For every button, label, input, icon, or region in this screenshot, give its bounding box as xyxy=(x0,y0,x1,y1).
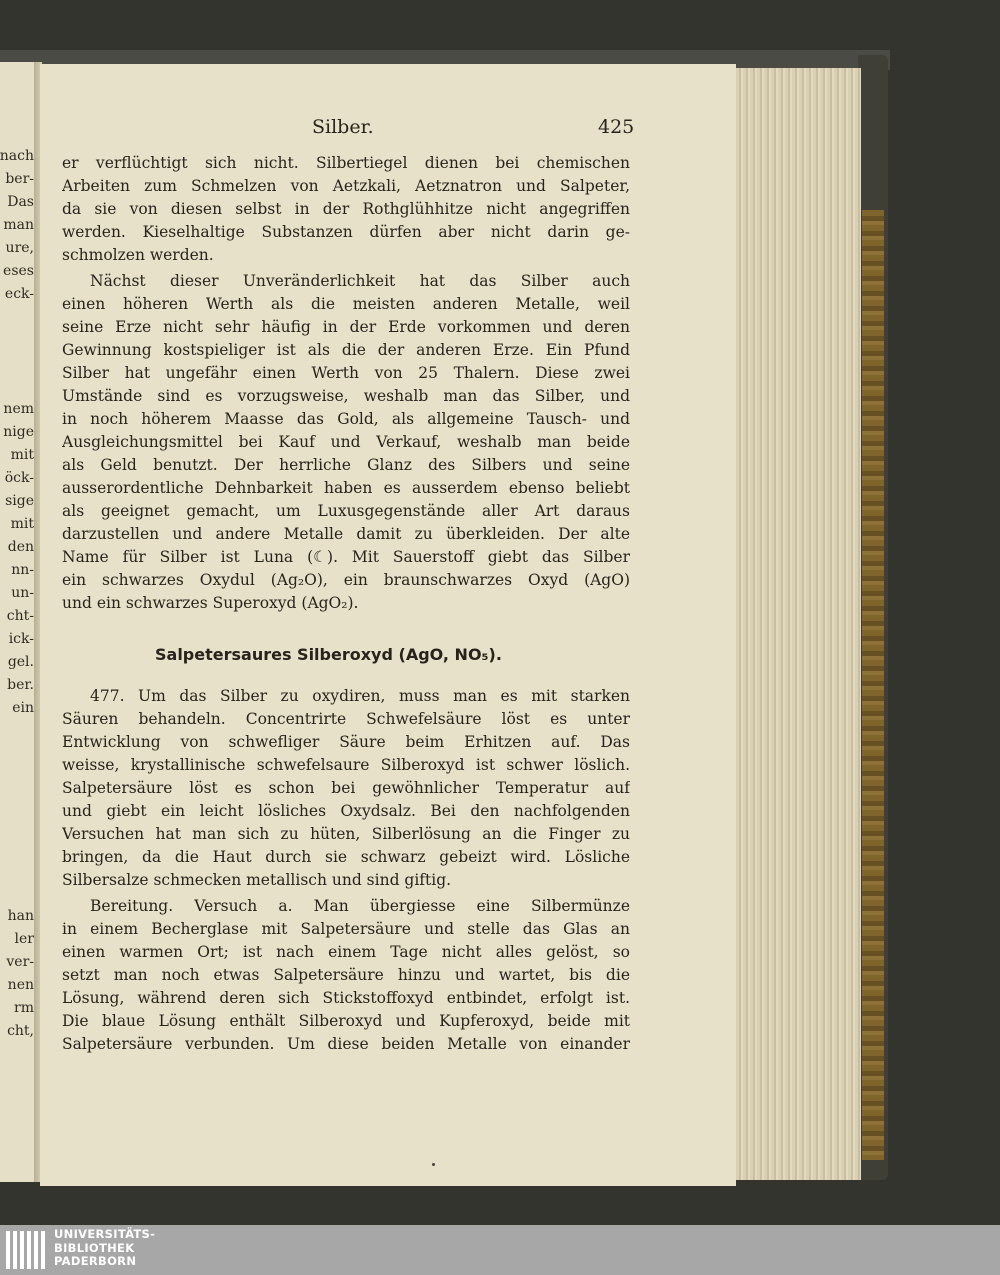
text-line: als geeignet gemacht, um Luxusgegenstände aller Art daraus xyxy=(62,502,630,520)
text-line: Ausgleichungsmittel bei Kauf und Verkauf, weshalb man beide xyxy=(62,433,630,451)
text-line: bringen, da die Haut durch sie schwarz gebeizt wird. Lösliche xyxy=(62,848,630,866)
margin-fragment: mit xyxy=(10,516,34,532)
margin-fragment: Das xyxy=(7,194,34,210)
text-line: Lösung, während deren sich Stickstoffoxyd entbindet, erfolgt ist. xyxy=(62,989,630,1007)
library-footer xyxy=(0,1225,1000,1275)
text-line: Nächst dieser Unveränderlichkeit hat das Silber auch xyxy=(90,272,630,290)
logo-line: UNIVERSITÄTS- xyxy=(54,1227,156,1241)
margin-fragment: den xyxy=(7,539,34,555)
margin-fragment: rm xyxy=(14,1000,34,1016)
margin-fragment: man xyxy=(3,217,34,233)
text-line: als Geld benutzt. Der herrliche Glanz des Silbers und seine xyxy=(62,456,630,474)
page-speck xyxy=(432,1163,435,1166)
text-line: ausserordentliche Dehnbarkeit haben es ausserdem ebenso beliebt xyxy=(62,479,630,497)
text-line: Entwicklung von schwefliger Säure beim Erhitzen auf. Das xyxy=(62,733,630,751)
text-line: seine Erze nicht sehr häufig in der Erde vorkommen und deren xyxy=(62,318,630,336)
margin-fragment: han xyxy=(7,908,34,924)
margin-fragment: nen xyxy=(7,977,34,993)
margin-fragment: ler xyxy=(14,931,34,947)
text-line: Name für Silber ist Luna (☾). Mit Sauerstoff giebt das Silber xyxy=(62,548,630,566)
text-line: Salpetersäure verbunden. Um diese beiden Metalle von einander xyxy=(62,1035,630,1053)
text-line: Silbersalze schmecken metallisch und sind giftig. xyxy=(62,871,452,889)
section-heading: Salpetersaures Silberoxyd (AgO, NO₅). xyxy=(155,645,502,664)
margin-fragment: ber- xyxy=(5,171,34,187)
text-line: in einem Becherglase mit Salpetersäure und stelle das Glas an xyxy=(62,920,630,938)
margin-fragment: ein xyxy=(12,700,34,716)
page-number: 425 xyxy=(598,116,635,138)
library-logo-icon xyxy=(4,1229,48,1271)
margin-fragment: ure, xyxy=(5,240,34,256)
margin-fragment: eck- xyxy=(4,286,34,302)
text-line: setzt man noch etwas Salpetersäure hinzu und wartet, bis die xyxy=(62,966,630,984)
margin-fragment: ver- xyxy=(6,954,34,970)
running-title: Silber. xyxy=(312,116,374,138)
margin-fragment: nem xyxy=(3,401,34,417)
text-line: Salpetersäure löst es schon bei gewöhnlicher Temperatur auf xyxy=(62,779,630,797)
text-line: Versuchen hat man sich zu hüten, Silberlösung an die Finger zu xyxy=(62,825,630,843)
margin-fragment: öck- xyxy=(4,470,34,486)
logo-line: BIBLIOTHEK xyxy=(54,1240,135,1255)
text-line: ein schwarzes Oxydul (Ag₂O), ein braunschwarzes Oxyd (AgO) xyxy=(62,571,630,589)
margin-fragment: cht- xyxy=(6,608,34,624)
book-spine xyxy=(862,210,884,1160)
text-line: Arbeiten zum Schmelzen von Aetzkali, Aetznatron und Salpeter, xyxy=(62,177,630,195)
page-edges xyxy=(735,68,861,1180)
text-line: da sie von diesen selbst in der Rothglühhitze nicht angegriffen xyxy=(62,200,630,218)
margin-fragment: ick- xyxy=(8,631,34,647)
text-line: Umstände sind es vorzugsweise, weshalb man das Silber, und xyxy=(62,387,630,405)
text-line: darzustellen und andere Metalle damit zu überkleiden. Der alte xyxy=(62,525,630,543)
margin-fragment: nn- xyxy=(11,562,34,578)
text-line: Gewinnung kostspieliger ist als die der anderen Erze. Ein Pfund xyxy=(62,341,630,359)
text-line: er verflüchtigt sich nicht. Silbertiegel dienen bei chemischen xyxy=(62,154,630,172)
text-line: in noch höherem Maasse das Gold, als allgemeine Tausch- und xyxy=(62,410,630,428)
text-line: weisse, krystallinische schwefelsaure Silberoxyd ist schwer löslich. xyxy=(62,756,630,774)
text-line: Silber hat ungefähr einen Werth von 25 Thalern. Diese zwei xyxy=(62,364,630,382)
text-line: und giebt ein leicht lösliches Oxydsalz. Bei den nachfolgenden xyxy=(62,802,630,820)
text-line: 477. Um das Silber zu oxydiren, muss man es mit starken xyxy=(90,687,630,705)
text-line: und ein schwarzes Superoxyd (AgO₂). xyxy=(62,594,359,612)
text-line: Die blaue Lösung enthält Silberoxyd und Kupferoxyd, beide mit xyxy=(62,1012,630,1030)
margin-fragment: cht, xyxy=(7,1023,34,1039)
text-line: einen warmen Ort; ist nach einem Tage nicht alles gelöst, so xyxy=(62,943,630,961)
margin-fragment: sige xyxy=(5,493,34,509)
text-line: werden. Kieselhaltige Substanzen dürfen aber nicht darin ge- xyxy=(62,223,630,241)
margin-fragment: un- xyxy=(11,585,34,601)
margin-fragment: mit xyxy=(10,447,34,463)
margin-fragment: ber. xyxy=(7,677,34,693)
text-line: einen höheren Werth als die meisten anderen Metalle, weil xyxy=(62,295,630,313)
margin-fragment: gel. xyxy=(7,654,34,670)
margin-fragment: nige xyxy=(3,424,34,440)
margin-fragment: nach xyxy=(0,148,34,164)
library-logo-text xyxy=(54,1228,155,1269)
text-line: Säuren behandeln. Concentrirte Schwefelsäure löst es unter xyxy=(62,710,630,728)
margin-fragment: eses xyxy=(3,263,34,279)
text-line: Bereitung. Versuch a. Man übergiesse eine Silbermünze xyxy=(90,897,630,915)
text-line: schmolzen werden. xyxy=(62,246,214,264)
logo-line: PADERBORN xyxy=(54,1254,137,1268)
